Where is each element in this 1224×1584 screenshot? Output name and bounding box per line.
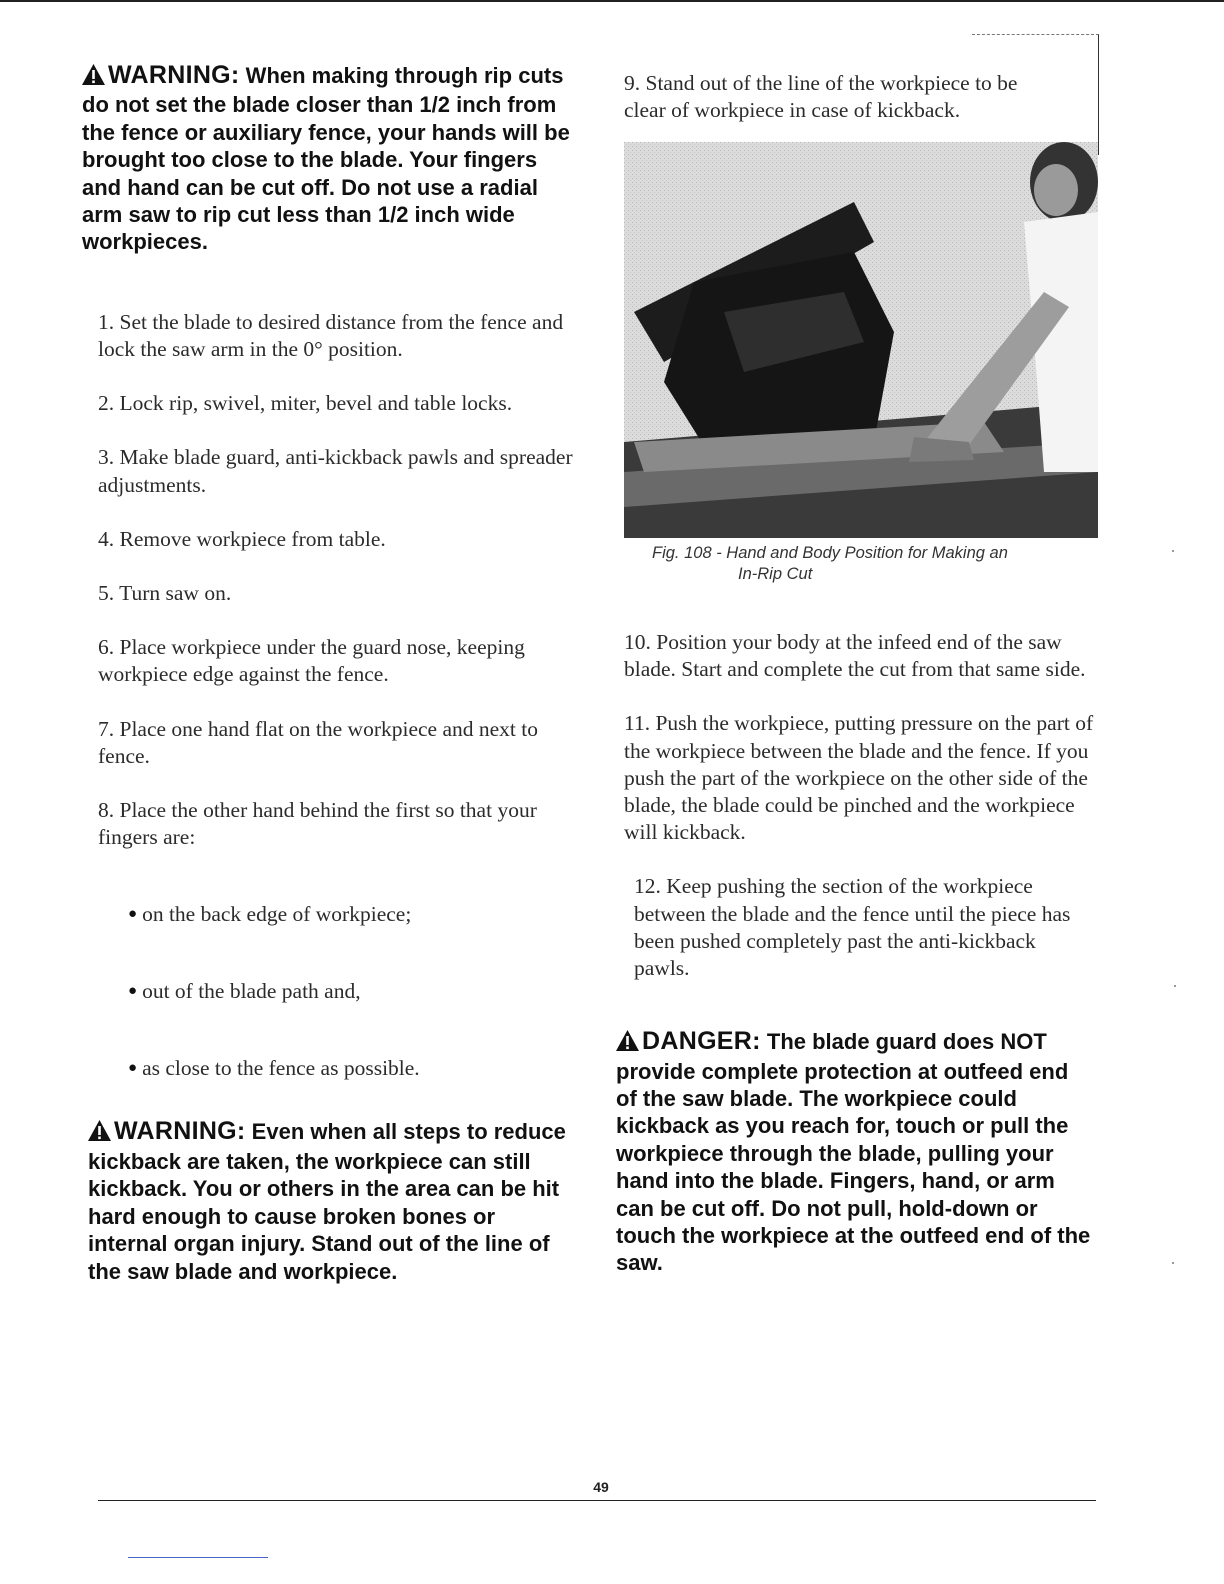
warning-text: When making through rip cuts do not set the blade closer than 1/2 inch from the fence or auxiliary fence, your hands will be brought too close to the blade. Your fingers and hand can be cut off. Do not use a radial arm saw to rip cut less than 1/2 inch wide workpieces. xyxy=(82,63,570,255)
step-9: 9. Stand out of the line of the workpiece to be clear of workpiece in case of kickback. xyxy=(624,71,1018,123)
step-2: 2. Lock rip, swivel, miter, bevel and table locks. xyxy=(98,391,513,416)
scan-speck xyxy=(1172,550,1174,552)
footer-rule xyxy=(98,1500,1096,1501)
step-3: 3. Make blade guard, anti-kickback pawls and spreader adjustments. xyxy=(98,445,573,497)
caption-line-2: In-Rip Cut xyxy=(738,565,813,583)
step-5: 5. Turn saw on. xyxy=(98,581,232,606)
bullet-dot-icon: ● xyxy=(128,1060,138,1077)
step-1: 1. Set the blade to desired distance from the fence and lock the saw arm in the 0° position. xyxy=(98,309,564,362)
page-number: 49 xyxy=(593,1479,609,1495)
warning-triangle-icon xyxy=(616,1030,639,1057)
step-6: 6. Place workpiece under the guard nose, keeping workpiece edge against the fence. xyxy=(98,635,525,687)
footer-link-underline xyxy=(128,1557,268,1558)
warning-text: Even when all steps to reduce kickback are taken, the workpiece can still kickback. You or others in the area can be hit hard enough to cause broken bones or internal organ injury. Stand out of the line of the saw blade and workpiece. xyxy=(88,1119,566,1284)
warning-block-bottom xyxy=(88,1118,576,1284)
step-4: 4. Remove workpiece from table. xyxy=(98,526,386,551)
danger-label: DANGER: xyxy=(642,1027,761,1056)
danger-block xyxy=(616,1028,1094,1277)
step-10: 10. Position your body at the infeed end of the saw blade. Start and complete the cut from that same side. xyxy=(624,630,1086,682)
step-8: 8. Place the other hand behind the first so that your fingers are: xyxy=(98,798,537,850)
caption-line-1: Fig. 108 - Hand and Body Position for Making an xyxy=(652,544,1008,562)
scan-speck xyxy=(1174,985,1176,987)
scan-stamp-mark xyxy=(972,34,1099,155)
top-border-line xyxy=(0,0,1224,2)
step-11: 11. Push the workpiece, putting pressure on the part of the workpiece between the blade and the fence. If you push the part of the workpiece on the other side of the blade, the blade could be pinched and the workpiece will kickback. xyxy=(624,711,1094,845)
warning-label: WARNING: xyxy=(114,1117,246,1146)
bullet-dot-icon: ● xyxy=(128,983,138,1000)
bullet-item: ● out of the blade path and, xyxy=(128,979,361,1004)
bullet-item: ● on the back edge of workpiece; xyxy=(128,902,412,927)
figure-caption xyxy=(652,543,1092,585)
step-12: 12. Keep pushing the section of the workpiece between the blade and the fence until the piece has been pushed completely past the anti-kickback pawls. xyxy=(634,874,1071,981)
bullet-dot-icon: ● xyxy=(128,906,138,923)
warning-label: WARNING: xyxy=(108,61,240,89)
left-column xyxy=(82,61,576,1285)
danger-text: The blade guard does NOT provide complete protection at outfeed end of the saw blade. The workpiece could kickback as you reach for, touch or pull the workpiece through the blade, pulling your hand into the blade. Fingers, hand, or arm can be cut off. Do not pull, hold-down or touch the workpiece at the outfeed end of the saw. xyxy=(616,1029,1091,1276)
step-7: 7. Place one hand flat on the workpiece and next to fence. xyxy=(98,716,539,768)
warning-triangle-icon xyxy=(82,64,105,91)
right-column-steps xyxy=(616,629,1094,1277)
scan-speck xyxy=(1172,1262,1174,1264)
figure-108-photo xyxy=(624,142,1098,538)
bullet-item: ● as close to the fence as possible. xyxy=(128,1056,420,1081)
warning-triangle-icon xyxy=(88,1120,111,1147)
warning-block-top xyxy=(82,62,576,256)
